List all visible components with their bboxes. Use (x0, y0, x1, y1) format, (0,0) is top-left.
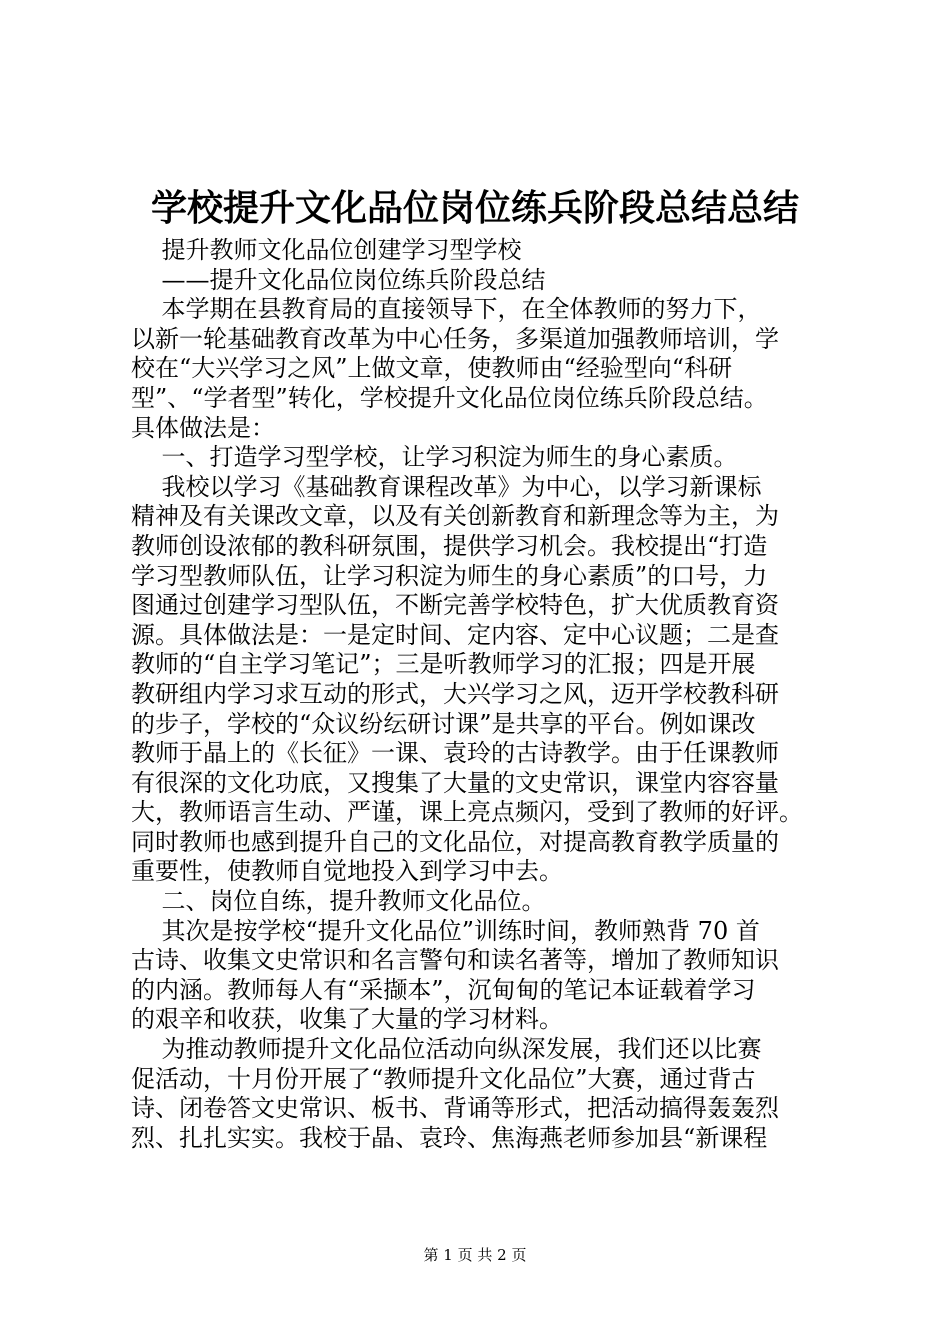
body-line: 其次是按学校“提升文化品位”训练时间，教师熟背 70 首 (131, 916, 760, 945)
body-line: 的步子，学校的“众议纷纭研讨课”是共享的平台。例如课改 (131, 709, 756, 738)
body-line: 教研组内学习求互动的形式，大兴学习之风，迈开学校教科研 (131, 679, 779, 708)
body-line: 促活动，十月份开展了“教师提升文化品位”大赛，通过背古 (131, 1064, 756, 1093)
body-line: 校在“大兴学习之风”上做文章，使教师由“经验型向“科研 (131, 354, 733, 383)
body-line: 诗、闭卷答文史常识、板书、背诵等形式，把活动搞得轰轰烈 (131, 1094, 779, 1123)
body-line: 具体做法是： (131, 413, 275, 442)
body-line: 教师创设浓郁的教科研氛围，提供学习机会。我校提出“打造 (131, 531, 768, 560)
body-line: 的艰辛和收获，收集了大量的学习材料。 (131, 1005, 563, 1034)
body-line: 学习型教师队伍，让学习积淀为师生的身心素质”的口号，力 (131, 561, 768, 590)
body-line: 我校以学习《基础教育课程改革》为中心，以学习新课标 (131, 472, 762, 501)
body-line: 图通过创建学习型队伍，不断完善学校特色，扩大优质教育资 (131, 591, 779, 620)
document-body (131, 236, 833, 1153)
body-line: 的内涵。教师每人有“采撷本”，沉甸甸的笔记本证载着学习 (131, 975, 756, 1004)
body-line: 教师于晶上的《长征》一课、袁玲的古诗教学。由于任课教师 (131, 739, 779, 768)
section-heading: 一、打造学习型学校，让学习积淀为师生的身心素质。 (131, 443, 738, 472)
body-line: 型”、“学者型”转化，学校提升文化品位岗位练兵阶段总结。 (131, 383, 768, 412)
document-title: 学校提升文化品位岗位练兵阶段总结总结 (150, 187, 799, 229)
section-heading: 二、岗位自练，提升教师文化品位。 (131, 887, 546, 916)
body-line: 古诗、收集文史常识和名言警句和读名著等，增加了教师知识 (131, 946, 779, 975)
body-line: 本学期在县教育局的直接领导下，在全体教师的努力下， (131, 295, 762, 324)
page-footer: 第 1 页 共 2 页 (423, 1246, 527, 1264)
body-line: 大，教师语言生动、严谨，课上亮点频闪，受到了教师的好评。 (131, 798, 803, 827)
body-line: 有很深的文化功底，又搜集了大量的文史常识，课堂内容容量 (131, 768, 779, 797)
body-line: 教师的“自主学习笔记”；三是听教师学习的汇报；四是开展 (131, 650, 756, 679)
body-line: 为推动教师提升文化品位活动向纵深发展，我们还以比赛 (131, 1035, 762, 1064)
body-line: 提升教师文化品位创建学习型学校 (131, 236, 522, 264)
body-line: 烈、扎扎实实。我校于晶、袁玲、焦海燕老师参加县“新课程 (131, 1123, 768, 1152)
body-line: 以新一轮基础教育改革为中心任务，多渠道加强教师培训，学 (131, 324, 779, 353)
body-line: 精神及有关课改文章，以及有关创新教育和新理念等为主，为 (131, 502, 779, 531)
body-line: 源。具体做法是：一是定时间、定内容、定中心议题；二是查 (131, 620, 779, 649)
body-line: 同时教师也感到提升自己的文化品位，对提高教育教学质量的 (131, 827, 779, 856)
body-line: 重要性，使教师自觉地投入到学习中去。 (131, 857, 563, 886)
body-line: ——提升文化品位岗位练兵阶段总结 (131, 265, 546, 294)
